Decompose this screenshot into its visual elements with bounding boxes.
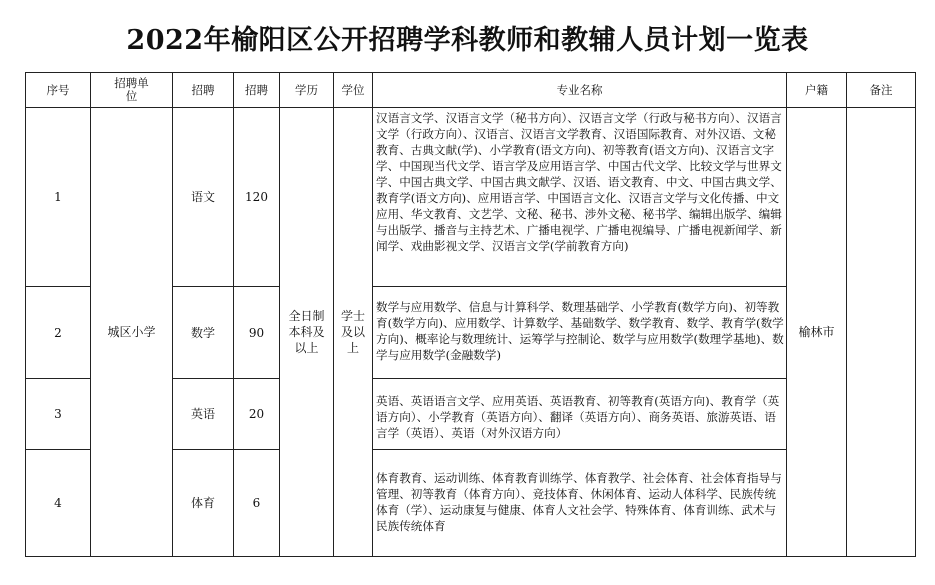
- row-seq: 2: [26, 287, 91, 379]
- row-seq: 1: [26, 108, 91, 287]
- row-count: 90: [234, 287, 280, 379]
- header-unit: 招聘单位: [91, 73, 173, 108]
- page-title: 2022年榆阳区公开招聘学科教师和教辅人员计划一览表: [126, 25, 809, 56]
- remark-cell: [847, 108, 916, 557]
- header-row: [26, 73, 916, 108]
- row-subject: 数学: [173, 287, 234, 379]
- row-major: 数学与应用数学、信息与计算科学、数理基础学、小学教育(数学方向)、初等教育(数学方向)、应用数学、计算数学、基础数学、数学教育、数学、教育学(数学方向)、概率论与数理统计、运筹学与控制论、数学与应用数学(数理学基地)、数学与应用数学(金融数学): [373, 287, 787, 379]
- degree-cell: 学士及以上: [334, 108, 373, 557]
- row-major: 汉语言文学、汉语言文学（秘书方向）、汉语言文学（行政与秘书方向）、汉语言文学（行政方向）、汉语言、汉语言文学教育、汉语国际教育、对外汉语、文秘教育、古典文献(学)、小学教育(语文方向)、初等教育(语文方向)、汉语言文字学、中国现当代文学、语言学及应用语言学、中国古代文学、比较文学与世界文学、中国古典文学、中国古典文献学、汉语、语文教育、中文、中国古典文学、教育学(语文方向)、应用语言学、中国语言文化、汉语言文学与文化传播、中文应用、华文教育、文艺学、文秘、秘书、涉外文秘、秘书学、编辑出版学、编辑与出版学、播音与主持艺术、广播电视学、广播电视编导、广播电视新闻学、新闻学、戏曲影视文学、汉语言文学(学前教育方向): [373, 108, 787, 287]
- row-subject: 英语: [173, 379, 234, 450]
- row-subject: 语文: [173, 108, 234, 287]
- unit-cell: 城区小学: [91, 108, 173, 557]
- header-count: 招聘: [234, 73, 280, 108]
- row-count: 120: [234, 108, 280, 287]
- hukou-cell: 榆林市: [787, 108, 847, 557]
- header-seq: 序号: [26, 73, 91, 108]
- row-count: 20: [234, 379, 280, 450]
- row-seq: 4: [26, 450, 91, 557]
- row-major: 体育教育、运动训练、体育教育训练学、体育教学、社会体育、社会体育指导与管理、初等教育（体育方向）、竞技体育、休闲体育、运动人体科学、民族传统体育（学）、运动康复与健康、体育人文社会学、特殊体育、体育训练、武术与民族传统体育: [373, 450, 787, 557]
- education-cell: 全日制本科及以上: [280, 108, 334, 557]
- header-major: 专业名称: [373, 73, 787, 108]
- header-subject: 招聘: [173, 73, 234, 108]
- header-hukou: 户籍: [787, 73, 847, 108]
- header-degree: 学位: [334, 73, 373, 108]
- row-count: 6: [234, 450, 280, 557]
- header-education: 学历: [280, 73, 334, 108]
- row-major: 英语、英语语言文学、应用英语、英语教育、初等教育(英语方向)、教育学（英语方向）、小学教育（英语方向）、翻译（英语方向）、商务英语、旅游英语、语言学（英语）、英语（对外汉语方向）: [373, 379, 787, 450]
- row-seq: 3: [26, 379, 91, 450]
- recruitment-table: [25, 72, 916, 557]
- table-row: [26, 108, 916, 287]
- row-subject: 体育: [173, 450, 234, 557]
- header-remark: 备注: [847, 73, 916, 108]
